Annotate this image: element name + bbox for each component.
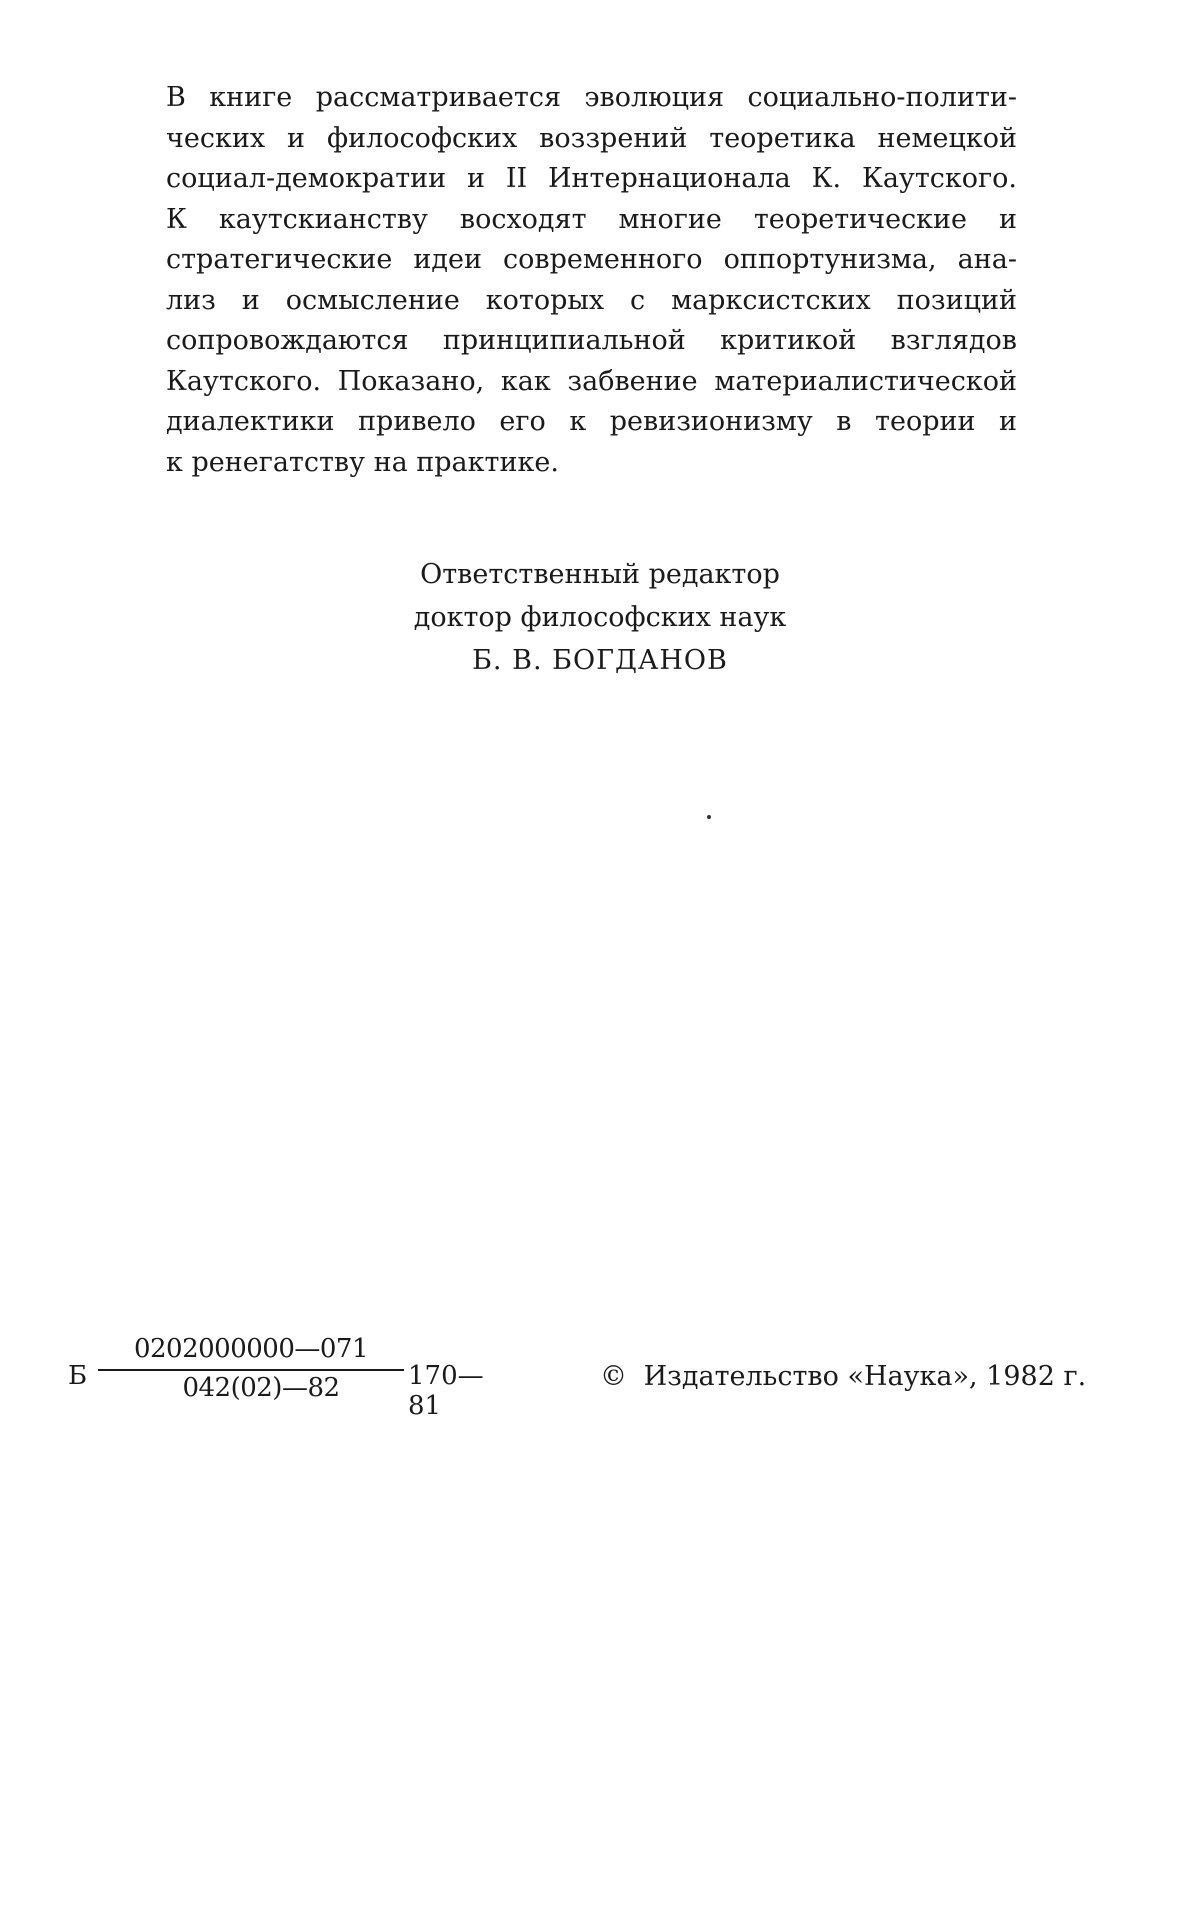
abstract-line: лиз и осмысление которых с марксистских позиций (166, 284, 1017, 316)
editor-role: Ответственный редактор (420, 559, 780, 590)
abstract-paragraph (166, 78, 1017, 483)
editor-name: Б. В. БОГДАНОВ (472, 645, 728, 676)
abstract-line: диалектики привело его к ревизионизму в теории и (166, 406, 1017, 437)
editor-credit (0, 553, 1200, 682)
bibliographic-code (68, 1333, 488, 1421)
abstract-line: В книге рассматривается эволюция социально-полити- (166, 82, 1017, 113)
abstract-line: социал-демократии и II Интернационала К. Каутского. (166, 163, 1017, 194)
copyright-notice (600, 1361, 1086, 1392)
copyright-icon: © (600, 1361, 627, 1392)
print-speck (707, 815, 711, 819)
code-denominator: 042(02)—82 (182, 1373, 340, 1403)
abstract-line: стратегические идеи современного оппортунизма, ана- (166, 244, 1017, 275)
abstract-line: К каутскианству восходят многие теоретические и (166, 203, 1017, 235)
editor-degree: доктор философских наук (413, 602, 787, 633)
copyright-text: Издательство «Наука», 1982 г. (643, 1361, 1087, 1392)
abstract-line: Каутского. Показано, как забвение материалистической (166, 365, 1017, 397)
code-letter: Б (68, 1361, 88, 1391)
code-fraction (98, 1333, 404, 1405)
code-numerator: 0202000000—071 (133, 1334, 369, 1364)
abstract-line: ческих и философских воззрений теоретика немецкой (166, 122, 1017, 154)
code-tail: 170—81 (408, 1361, 484, 1421)
abstract-line: сопровождаются принципиальной критикой взглядов (166, 325, 1017, 356)
abstract-line: к ренегатству на практике. (166, 446, 559, 478)
